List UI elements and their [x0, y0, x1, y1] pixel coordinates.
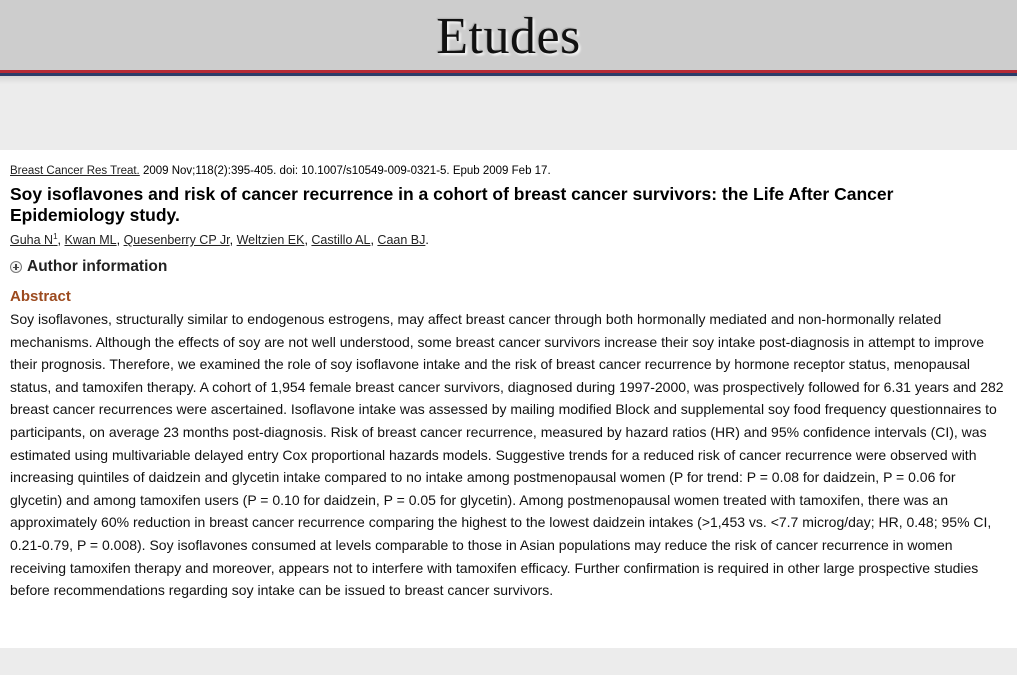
author-separator: ,	[57, 233, 65, 247]
plus-circle-icon[interactable]	[10, 261, 22, 273]
article-title: Soy isoflavones and risk of cancer recurrence in a cohort of breast cancer survivors: the Life After Cancer Epidemiology study.	[10, 184, 894, 225]
author-separator: ,	[304, 233, 312, 247]
author-link[interactable]: Weltzien EK	[236, 233, 305, 247]
author-info-label: Author information	[27, 258, 168, 275]
author-info-toggle[interactable]	[10, 258, 1007, 276]
journal-link[interactable]: Breast Cancer Res Treat.	[10, 165, 140, 177]
citation	[10, 164, 1007, 178]
citation-details: 2009 Nov;118(2):395-405. doi: 10.1007/s10549-009-0321-5. Epub 2009 Feb 17.	[139, 165, 551, 177]
article-panel	[0, 150, 1017, 648]
author-link[interactable]: Quesenberry CP Jr	[123, 233, 230, 247]
header-shadow	[0, 76, 1017, 84]
abstract-heading: Abstract	[10, 288, 71, 305]
author-link[interactable]: Guha $N^1$	[10, 231, 58, 247]
author-affiliation-marker: 1	[53, 231, 58, 241]
abstract-text: Soy isoflavones, structurally similar to endogenous estrogens, may affect breast cancer through both hormonally mediated and non-hormonally related mechanisms. Although the effects of soy are not well understood, some breast cancer survivors increase their soy intake post-diagnosis in attempt to improve their prognosis. Therefore, we examined the role of soy isoflavone intake and the risk of breast cancer recurrence by hormone receptor status, menopausal status, and tamoxifen therapy. A cohort of 1,954 female breast cancer survivors, diagnosed during 1997-2000, was prospectively followed for 6.31 years and 282 breast cancer recurrences were ascertained. Isoflavone intake was assessed by mailing modified Block and supplemental soy food frequency questionnaires to participants, on average 23 months post-diagnosis. Risk of breast cancer recurrence, measured by hazard ratios (HR) and 95% confidence intervals (CI), was estimated using multivariable delayed entry Cox proportional hazards models. Suggestive trends for a reduced risk of cancer recurrence were observed with increasing quintiles of daidzein and glycetin intake compared to no intake among postmenopausal women (P for trend: P = 0.08 for daidzein, P = 0.06 for glycetin) and among tamoxifen users (P = 0.10 for daidzein, P = 0.05 for glycetin). Among postmenopausal women treated with tamoxifen, there was an approximately 60% reduction in breast cancer recurrence comparing the highest to the lowest daidzein intakes (>1,453 vs. <7.7 microg/day; HR, 0.48; 95% CI, 0.21-0.79, P = 0.008). Soy isoflavones consumed at levels comparable to those in Asian populations may reduce the risk of cancer recurrence in women receiving tamoxifen therapy and moreover, appears not to interfere with tamoxifen efficacy. Further confirmation is required in other large prospective studies before recommendations regarding soy intake can be issued to breast cancer survivors.	[10, 311, 1004, 599]
author-link[interactable]: Caan BJ	[377, 233, 426, 247]
author-list	[10, 232, 1007, 248]
author-link[interactable]: Castillo AL	[311, 233, 371, 247]
slide-header	[0, 0, 1017, 70]
author-separator: ,	[229, 233, 237, 247]
author-separator: .	[425, 233, 429, 247]
author-separator: ,	[370, 233, 378, 247]
author-separator: ,	[116, 233, 124, 247]
author-link[interactable]: Kwan ML	[64, 233, 117, 247]
slide-title: Etudes	[436, 7, 581, 65]
